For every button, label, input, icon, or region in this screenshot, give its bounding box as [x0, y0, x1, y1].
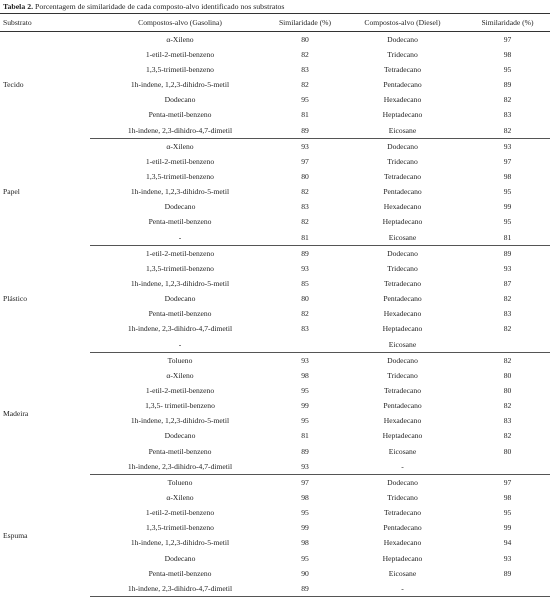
diesel-compound-cell: Tridecano [387, 49, 418, 59]
diesel-similarity-cell [465, 581, 550, 597]
gasolina-compound-cell: 1h-indene, 1,2,3-dihidro-5-metil [130, 279, 230, 289]
gasolina-similarity-cell: 95 [301, 553, 309, 563]
table-row [0, 475, 550, 491]
gasolina-compound-cell: α-Xileno [166, 492, 194, 502]
gasolina-compound-cell: 1-etil-2-metil-benzeno [145, 248, 215, 258]
diesel-similarity-cell: 97 [503, 477, 512, 487]
diesel-compound-cell: Eicosane [340, 230, 465, 246]
header-compostos-gasolina: Compostos-alvo (Gasolina) [90, 14, 270, 32]
gasolina-similarity-cell: 98 [301, 370, 309, 380]
gasolina-similarity-cell: 80 [301, 172, 309, 182]
diesel-similarity-cell: 82 [503, 431, 512, 441]
diesel-similarity-cell: 94 [503, 538, 512, 548]
diesel-similarity-cell: 98 [503, 492, 512, 502]
gasolina-compound-cell: 1h-indene, 1,2,3-dihidro-5-metil [130, 416, 230, 426]
gasolina-compound-cell: - [90, 230, 270, 246]
gasolina-similarity-cell: 98 [301, 492, 309, 502]
gasolina-compound-cell: 1h-indene, 1,2,3-dihidro-5-metil [130, 187, 230, 197]
gasolina-compound-cell: 1-etil-2-metil-benzeno [145, 508, 215, 518]
gasolina-compound-cell: Penta-metil-benzeno [148, 217, 212, 227]
gasolina-compound-cell: 1-etil-2-metil-benzeno [145, 386, 215, 395]
gasolina-similarity-cell: 89 [301, 446, 309, 456]
diesel-compound-cell: Tetradecano [384, 172, 421, 182]
diesel-compound-cell: Hexadecano [383, 309, 422, 319]
substrate-cell: Tecido [3, 80, 24, 90]
diesel-compound-cell: Hexadecano [383, 538, 422, 548]
diesel-similarity-cell: 82 [503, 95, 512, 105]
diesel-compound-cell: Dodecano [387, 355, 418, 365]
diesel-compound-cell: Heptadecano [382, 217, 423, 227]
header-row [0, 14, 550, 32]
diesel-similarity-cell: 89 [503, 568, 512, 578]
similarity-table [0, 13, 550, 597]
diesel-similarity-cell: 95 [503, 508, 512, 518]
diesel-compound-cell: Dodecano [387, 248, 418, 258]
gasolina-compound-cell: Penta-metil-benzeno [148, 309, 212, 319]
gasolina-similarity-cell: 82 [301, 187, 309, 197]
gasolina-similarity-cell: 90 [301, 568, 309, 578]
gasolina-similarity-cell: 83 [301, 65, 309, 75]
diesel-similarity-cell: 80 [503, 386, 512, 395]
gasolina-similarity-cell: 99 [301, 401, 309, 411]
gasolina-compound-cell: 1h-indene, 2,3-dihidro-4,7-dimetil [90, 581, 270, 597]
gasolina-similarity-cell: 82 [301, 217, 309, 227]
diesel-compound-cell: Tetradecano [384, 279, 421, 289]
diesel-similarity-cell: 93 [503, 263, 512, 273]
gasolina-similarity-cell: 80 [301, 34, 309, 44]
diesel-compound-cell: Heptadecano [382, 553, 423, 563]
diesel-similarity-cell: 98 [503, 172, 512, 182]
diesel-similarity-cell: 82 [465, 123, 550, 139]
gasolina-similarity-cell: 95 [301, 95, 309, 105]
gasolina-similarity-cell: 95 [301, 416, 309, 426]
gasolina-similarity-cell: 85 [301, 279, 309, 289]
caption-label: Tabela 2. [3, 2, 34, 11]
header-compostos-diesel: Compostos-alvo (Diesel) [340, 14, 465, 32]
diesel-similarity-cell: 89 [503, 80, 512, 90]
table-row [0, 352, 550, 368]
diesel-compound-cell: Dodecano [387, 34, 418, 44]
gasolina-similarity-cell: 81 [301, 431, 309, 441]
gasolina-compound-cell: Dodecano [164, 95, 196, 105]
gasolina-compound-cell: 1h-indene, 2,3-dihidro-4,7-dimetil [90, 459, 270, 475]
diesel-compound-cell: Dodecano [387, 141, 418, 151]
diesel-similarity-cell: 82 [503, 355, 512, 365]
diesel-similarity-cell: 93 [503, 141, 512, 151]
gasolina-compound-cell: Tolueno [167, 477, 193, 487]
diesel-similarity-cell: 95 [503, 217, 512, 227]
gasolina-similarity-cell: 98 [301, 538, 309, 548]
header-substrato: Substrato [0, 14, 90, 32]
diesel-compound-cell: Tridecano [387, 370, 418, 380]
diesel-compound-cell: Heptadecano [382, 110, 423, 120]
diesel-compound-cell: Eicosane [340, 337, 465, 353]
diesel-compound-cell: Heptadecano [382, 431, 423, 441]
diesel-similarity-cell: 82 [503, 401, 512, 411]
gasolina-similarity-cell: 89 [270, 123, 340, 139]
gasolina-similarity-cell: 89 [301, 248, 309, 258]
gasolina-similarity-cell: 82 [301, 309, 309, 319]
diesel-similarity-cell: 83 [503, 416, 512, 426]
diesel-similarity-cell: 95 [503, 65, 512, 75]
gasolina-similarity-cell: 83 [301, 202, 309, 212]
diesel-compound-cell: Tridecano [387, 492, 418, 502]
diesel-compound-cell: Tetradecano [384, 508, 421, 518]
gasolina-compound-cell: 1h-indene, 2,3-dihidro-4,7-dimetil [90, 123, 270, 139]
substrate-cell: Espuma [3, 530, 28, 540]
caption-text: Porcentagem de similaridade de cada composto-alvo identificado nos substratos [33, 2, 285, 11]
diesel-compound-cell: Heptadecano [382, 324, 423, 334]
diesel-compound-cell: Hexadecano [383, 95, 422, 105]
substrate-cell: Madeira [3, 408, 29, 418]
gasolina-compound-cell: 1,3,5-trimetil-benzeno [146, 65, 214, 75]
gasolina-similarity-cell: 82 [301, 49, 309, 59]
gasolina-similarity-cell: 80 [301, 294, 309, 304]
gasolina-compound-cell: 1-etil-2-metil-benzeno [145, 156, 215, 166]
table-row [0, 32, 550, 48]
diesel-compound-cell: Hexadecano [383, 202, 422, 212]
gasolina-compound-cell: 1h-indene, 1,2,3-dihidro-5-metil [130, 538, 230, 548]
diesel-compound-cell: Tetradecano [384, 65, 421, 75]
diesel-similarity-cell: 81 [465, 230, 550, 246]
table-body [0, 32, 550, 597]
diesel-similarity-cell: 99 [503, 202, 512, 212]
diesel-similarity-cell: 80 [503, 446, 512, 456]
gasolina-compound-cell: 1,3,5-trimetil-benzeno [146, 263, 214, 273]
header-similaridade-gasolina: Similaridade (%) [270, 14, 340, 32]
diesel-similarity-cell: 93 [503, 553, 512, 563]
gasolina-compound-cell: Tolueno [167, 355, 193, 365]
gasolina-compound-cell: 1,3,5-trimetil-benzeno [146, 172, 214, 182]
gasolina-compound-cell: Dodecano [164, 294, 196, 304]
diesel-similarity-cell: 83 [503, 110, 512, 120]
diesel-similarity-cell: 99 [503, 523, 512, 533]
diesel-compound-cell: Pentadecano [383, 80, 422, 90]
gasolina-similarity-cell: 81 [301, 110, 309, 120]
diesel-compound-cell: Tridecano [387, 156, 418, 166]
gasolina-similarity-cell: 93 [301, 141, 309, 151]
diesel-similarity-cell: 98 [503, 49, 512, 59]
table-header [0, 14, 550, 32]
diesel-compound-cell: Dodecano [387, 477, 418, 487]
gasolina-similarity-cell: 93 [270, 459, 340, 475]
gasolina-compound-cell: α-Xileno [166, 370, 194, 380]
substrate-cell: Plástico [3, 294, 28, 304]
gasolina-compound-cell: 1h-indene, 1,2,3-dihidro-5-metil [130, 80, 230, 90]
diesel-compound-cell: Hexadecano [383, 416, 422, 426]
diesel-compound-cell: - [340, 459, 465, 475]
diesel-similarity-cell: 97 [503, 34, 512, 44]
table-row [0, 138, 550, 154]
diesel-similarity-cell: 82 [503, 324, 512, 334]
gasolina-similarity-cell: 93 [301, 263, 309, 273]
table-row [0, 245, 550, 261]
gasolina-compound-cell: Dodecano [164, 431, 196, 441]
diesel-compound-cell: Pentadecano [383, 523, 422, 533]
gasolina-similarity-cell: 97 [301, 156, 309, 166]
gasolina-similarity-cell [270, 337, 340, 353]
gasolina-similarity-cell: 82 [301, 80, 309, 90]
diesel-compound-cell: Pentadecano [383, 401, 422, 411]
gasolina-similarity-cell: 95 [301, 386, 309, 395]
gasolina-compound-cell: 1h-indene, 2,3-dihidro-4,7-dimetil [127, 324, 233, 334]
diesel-compound-cell: Tridecano [387, 263, 418, 273]
diesel-similarity-cell: 87 [503, 279, 512, 289]
gasolina-compound-cell: Dodecano [164, 553, 196, 563]
table-caption [3, 2, 284, 11]
gasolina-similarity-cell: 93 [301, 355, 309, 365]
diesel-compound-cell: Tetradecano [384, 386, 421, 395]
diesel-similarity-cell: 95 [503, 187, 512, 197]
gasolina-compound-cell: Dodecano [164, 202, 196, 212]
gasolina-compound-cell: 1,3,5- trimetil-benzeno [145, 401, 215, 411]
diesel-compound-cell: Pentadecano [383, 294, 422, 304]
diesel-compound-cell: Pentadecano [383, 187, 422, 197]
header-similaridade-diesel: Similaridade (%) [465, 14, 550, 32]
gasolina-compound-cell: - [90, 337, 270, 353]
diesel-compound-cell: - [340, 581, 465, 597]
gasolina-compound-cell: Penta-metil-benzeno [148, 446, 212, 456]
gasolina-compound-cell: α-Xileno [166, 34, 194, 44]
gasolina-compound-cell: 1,3,5-trimetil-benzeno [146, 523, 214, 533]
diesel-compound-cell: Eicosane [388, 446, 417, 456]
diesel-similarity-cell: 83 [503, 309, 512, 319]
gasolina-compound-cell: Penta-metil-benzeno [148, 568, 212, 578]
gasolina-similarity-cell: 97 [301, 477, 309, 487]
gasolina-similarity-cell: 95 [301, 508, 309, 518]
diesel-similarity-cell: 97 [503, 156, 512, 166]
gasolina-similarity-cell: 89 [270, 581, 340, 597]
diesel-similarity-cell [465, 459, 550, 475]
diesel-similarity-cell: 89 [503, 248, 512, 258]
gasolina-similarity-cell: 99 [301, 523, 309, 533]
diesel-similarity-cell [465, 337, 550, 353]
diesel-similarity-cell: 82 [503, 294, 512, 304]
gasolina-compound-cell: 1-etil-2-metil-benzeno [145, 49, 215, 59]
substrate-cell: Papel [3, 187, 20, 197]
diesel-compound-cell: Eicosane [388, 568, 417, 578]
gasolina-similarity-cell: 81 [270, 230, 340, 246]
gasolina-compound-cell: Penta-metil-benzeno [148, 110, 212, 120]
diesel-similarity-cell: 80 [503, 370, 512, 380]
gasolina-compound-cell: α-Xileno [166, 141, 194, 151]
diesel-compound-cell: Eicosane [340, 123, 465, 139]
gasolina-similarity-cell: 83 [301, 324, 309, 334]
